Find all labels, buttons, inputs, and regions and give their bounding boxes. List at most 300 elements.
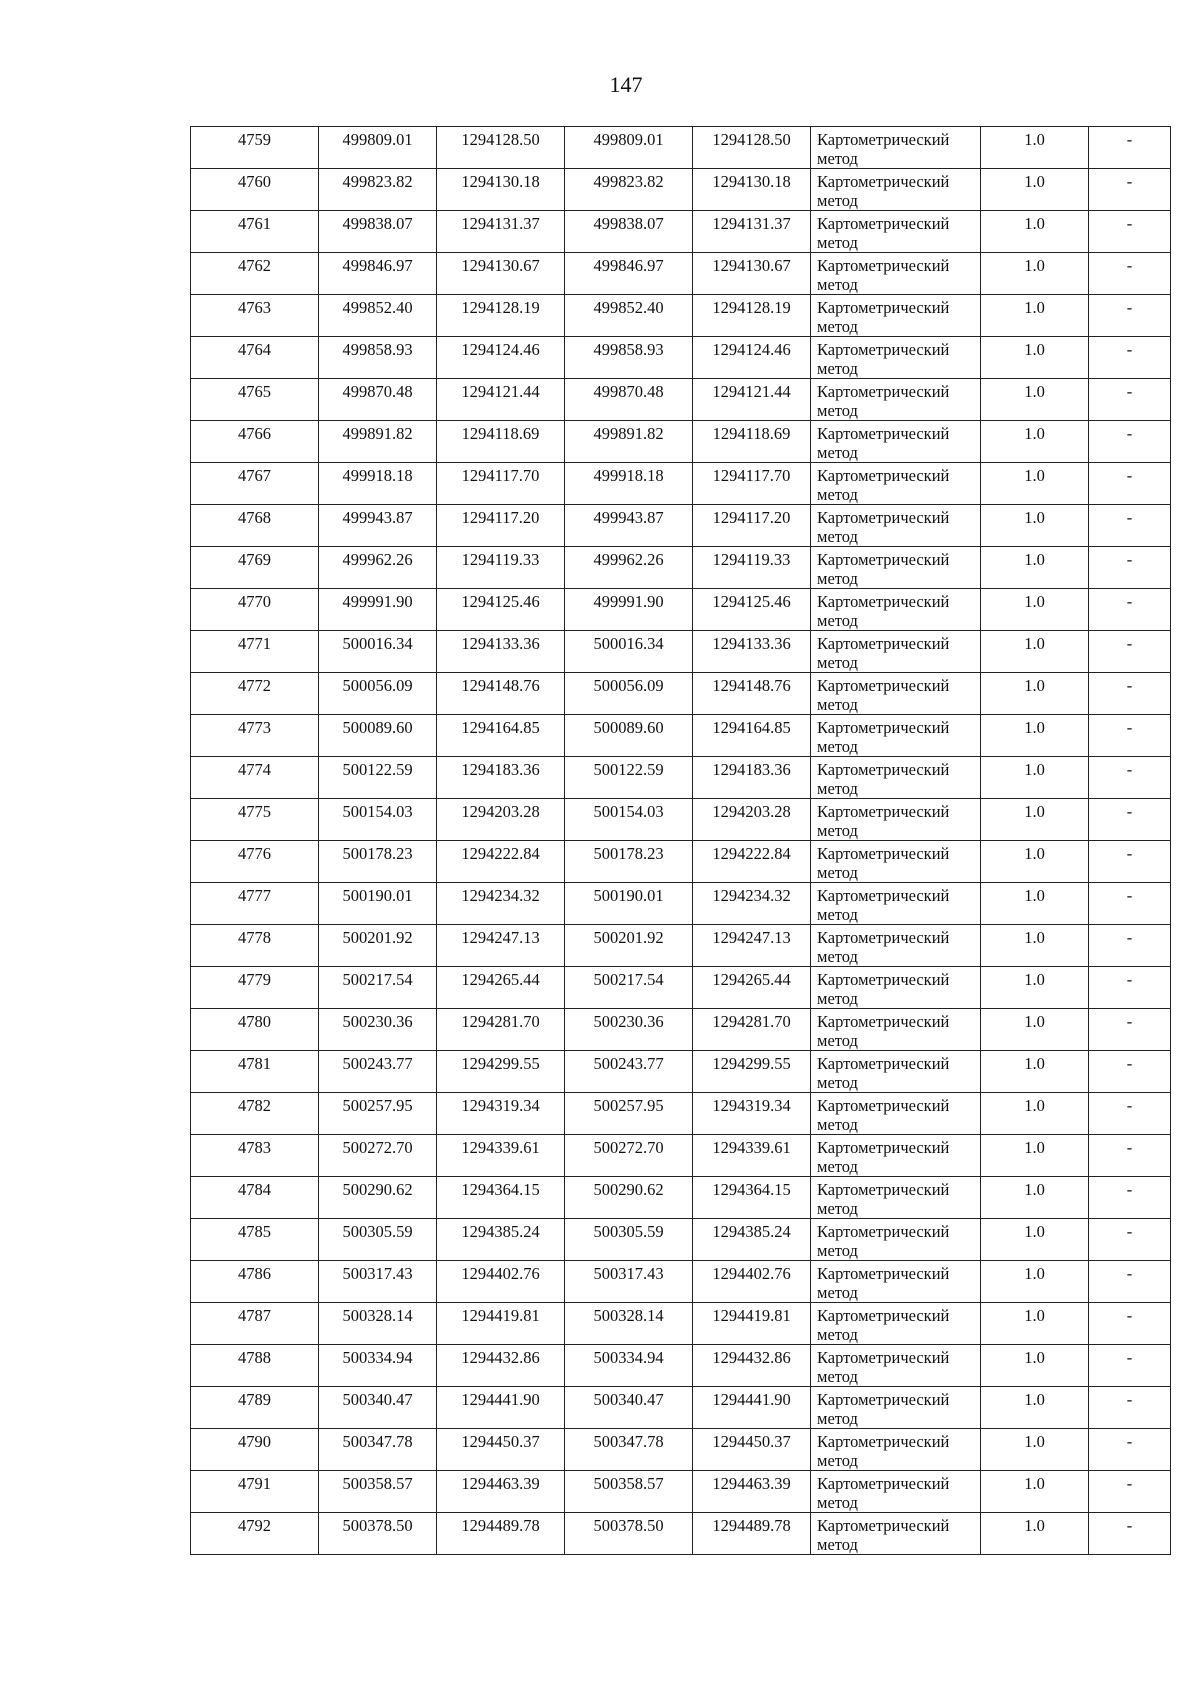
x-coordinate-cell: 500340.47 [565, 1387, 693, 1429]
x-coordinate-cell: 500358.57 [319, 1471, 437, 1513]
y-coordinate-cell: 1294133.36 [437, 631, 565, 673]
y-coordinate-cell: 1294489.78 [693, 1513, 811, 1555]
y-coordinate-cell: 1294463.39 [693, 1471, 811, 1513]
x-coordinate-cell: 499891.82 [565, 421, 693, 463]
y-coordinate-cell: 1294130.18 [437, 169, 565, 211]
table-row [191, 925, 1171, 967]
table-row [191, 1093, 1171, 1135]
table-row [191, 1303, 1171, 1345]
note-cell: - [1089, 337, 1171, 379]
accuracy-cell: 1.0 [981, 967, 1089, 1009]
point-number-cell: 4764 [191, 337, 319, 379]
accuracy-cell: 1.0 [981, 1429, 1089, 1471]
point-number-cell: 4789 [191, 1387, 319, 1429]
y-coordinate-cell: 1294117.20 [693, 505, 811, 547]
x-coordinate-cell: 499870.48 [319, 379, 437, 421]
note-cell: - [1089, 1513, 1171, 1555]
x-coordinate-cell: 499846.97 [319, 253, 437, 295]
accuracy-cell: 1.0 [981, 379, 1089, 421]
x-coordinate-cell: 499809.01 [319, 127, 437, 169]
point-number-cell: 4772 [191, 673, 319, 715]
accuracy-cell: 1.0 [981, 211, 1089, 253]
point-number-cell: 4780 [191, 1009, 319, 1051]
note-cell: - [1089, 1303, 1171, 1345]
x-coordinate-cell: 500154.03 [319, 799, 437, 841]
y-coordinate-cell: 1294203.28 [693, 799, 811, 841]
y-coordinate-cell: 1294117.70 [693, 463, 811, 505]
y-coordinate-cell: 1294128.50 [437, 127, 565, 169]
table-row [191, 253, 1171, 295]
x-coordinate-cell: 499991.90 [319, 589, 437, 631]
x-coordinate-cell: 499918.18 [319, 463, 437, 505]
y-coordinate-cell: 1294402.76 [437, 1261, 565, 1303]
y-coordinate-cell: 1294432.86 [437, 1345, 565, 1387]
x-coordinate-cell: 500334.94 [319, 1345, 437, 1387]
x-coordinate-cell: 500328.14 [565, 1303, 693, 1345]
note-cell: - [1089, 967, 1171, 1009]
y-coordinate-cell: 1294117.70 [437, 463, 565, 505]
note-cell: - [1089, 757, 1171, 799]
x-coordinate-cell: 500317.43 [565, 1261, 693, 1303]
y-coordinate-cell: 1294130.18 [693, 169, 811, 211]
method-cell: Картометрический метод [811, 1303, 981, 1345]
y-coordinate-cell: 1294299.55 [693, 1051, 811, 1093]
table-row [191, 715, 1171, 757]
method-cell: Картометрический метод [811, 547, 981, 589]
method-cell: Картометрический метод [811, 253, 981, 295]
note-cell: - [1089, 1009, 1171, 1051]
accuracy-cell: 1.0 [981, 1177, 1089, 1219]
y-coordinate-cell: 1294117.20 [437, 505, 565, 547]
method-cell: Картометрический метод [811, 715, 981, 757]
method-cell: Картометрический метод [811, 211, 981, 253]
accuracy-cell: 1.0 [981, 547, 1089, 589]
x-coordinate-cell: 500154.03 [565, 799, 693, 841]
point-number-cell: 4768 [191, 505, 319, 547]
table-row [191, 1135, 1171, 1177]
x-coordinate-cell: 500305.59 [319, 1219, 437, 1261]
table-row [191, 1387, 1171, 1429]
table-body [191, 127, 1171, 1555]
x-coordinate-cell: 499858.93 [565, 337, 693, 379]
accuracy-cell: 1.0 [981, 1303, 1089, 1345]
y-coordinate-cell: 1294125.46 [693, 589, 811, 631]
x-coordinate-cell: 500201.92 [319, 925, 437, 967]
table-row [191, 337, 1171, 379]
point-number-cell: 4765 [191, 379, 319, 421]
y-coordinate-cell: 1294118.69 [437, 421, 565, 463]
accuracy-cell: 1.0 [981, 1471, 1089, 1513]
point-number-cell: 4778 [191, 925, 319, 967]
x-coordinate-cell: 500056.09 [319, 673, 437, 715]
y-coordinate-cell: 1294119.33 [437, 547, 565, 589]
table-row [191, 127, 1171, 169]
table-row [191, 883, 1171, 925]
accuracy-cell: 1.0 [981, 1009, 1089, 1051]
note-cell: - [1089, 1261, 1171, 1303]
x-coordinate-cell: 499943.87 [565, 505, 693, 547]
table-row [191, 463, 1171, 505]
x-coordinate-cell: 500378.50 [565, 1513, 693, 1555]
x-coordinate-cell: 500089.60 [565, 715, 693, 757]
note-cell: - [1089, 1051, 1171, 1093]
y-coordinate-cell: 1294183.36 [437, 757, 565, 799]
x-coordinate-cell: 499858.93 [319, 337, 437, 379]
note-cell: - [1089, 547, 1171, 589]
note-cell: - [1089, 799, 1171, 841]
accuracy-cell: 1.0 [981, 883, 1089, 925]
note-cell: - [1089, 1471, 1171, 1513]
x-coordinate-cell: 499852.40 [319, 295, 437, 337]
point-number-cell: 4771 [191, 631, 319, 673]
note-cell: - [1089, 925, 1171, 967]
table-row [191, 1513, 1171, 1555]
x-coordinate-cell: 500290.62 [565, 1177, 693, 1219]
table-row [191, 1471, 1171, 1513]
note-cell: - [1089, 1219, 1171, 1261]
table-row [191, 673, 1171, 715]
table-row [191, 547, 1171, 589]
page-number: 147 [609, 72, 643, 97]
note-cell: - [1089, 841, 1171, 883]
method-cell: Картометрический метод [811, 1093, 981, 1135]
x-coordinate-cell: 500243.77 [565, 1051, 693, 1093]
y-coordinate-cell: 1294385.24 [437, 1219, 565, 1261]
point-number-cell: 4787 [191, 1303, 319, 1345]
method-cell: Картометрический метод [811, 1051, 981, 1093]
accuracy-cell: 1.0 [981, 1513, 1089, 1555]
note-cell: - [1089, 295, 1171, 337]
x-coordinate-cell: 500201.92 [565, 925, 693, 967]
x-coordinate-cell: 500178.23 [319, 841, 437, 883]
table-row [191, 169, 1171, 211]
accuracy-cell: 1.0 [981, 1345, 1089, 1387]
y-coordinate-cell: 1294183.36 [693, 757, 811, 799]
y-coordinate-cell: 1294133.36 [693, 631, 811, 673]
accuracy-cell: 1.0 [981, 757, 1089, 799]
y-coordinate-cell: 1294364.15 [437, 1177, 565, 1219]
method-cell: Картометрический метод [811, 337, 981, 379]
note-cell: - [1089, 169, 1171, 211]
x-coordinate-cell: 500217.54 [565, 967, 693, 1009]
y-coordinate-cell: 1294222.84 [437, 841, 565, 883]
point-number-cell: 4784 [191, 1177, 319, 1219]
y-coordinate-cell: 1294222.84 [693, 841, 811, 883]
y-coordinate-cell: 1294419.81 [693, 1303, 811, 1345]
table-row [191, 757, 1171, 799]
x-coordinate-cell: 500190.01 [319, 883, 437, 925]
method-cell: Картометрический метод [811, 1135, 981, 1177]
table-row [191, 841, 1171, 883]
method-cell: Картометрический метод [811, 673, 981, 715]
note-cell: - [1089, 1429, 1171, 1471]
accuracy-cell: 1.0 [981, 337, 1089, 379]
x-coordinate-cell: 500257.95 [319, 1093, 437, 1135]
method-cell: Картометрический метод [811, 463, 981, 505]
method-cell: Картометрический метод [811, 1513, 981, 1555]
x-coordinate-cell: 500328.14 [319, 1303, 437, 1345]
accuracy-cell: 1.0 [981, 421, 1089, 463]
y-coordinate-cell: 1294124.46 [693, 337, 811, 379]
y-coordinate-cell: 1294319.34 [437, 1093, 565, 1135]
method-cell: Картометрический метод [811, 295, 981, 337]
y-coordinate-cell: 1294234.32 [693, 883, 811, 925]
note-cell: - [1089, 1345, 1171, 1387]
table-row [191, 211, 1171, 253]
x-coordinate-cell: 499823.82 [565, 169, 693, 211]
y-coordinate-cell: 1294319.34 [693, 1093, 811, 1135]
accuracy-cell: 1.0 [981, 1387, 1089, 1429]
y-coordinate-cell: 1294125.46 [437, 589, 565, 631]
accuracy-cell: 1.0 [981, 1051, 1089, 1093]
point-number-cell: 4770 [191, 589, 319, 631]
point-number-cell: 4769 [191, 547, 319, 589]
x-coordinate-cell: 499823.82 [319, 169, 437, 211]
method-cell: Картометрический метод [811, 421, 981, 463]
point-number-cell: 4786 [191, 1261, 319, 1303]
x-coordinate-cell: 499891.82 [319, 421, 437, 463]
point-number-cell: 4774 [191, 757, 319, 799]
point-number-cell: 4779 [191, 967, 319, 1009]
method-cell: Картометрический метод [811, 1219, 981, 1261]
x-coordinate-cell: 499962.26 [319, 547, 437, 589]
note-cell: - [1089, 421, 1171, 463]
point-number-cell: 4776 [191, 841, 319, 883]
y-coordinate-cell: 1294299.55 [437, 1051, 565, 1093]
y-coordinate-cell: 1294432.86 [693, 1345, 811, 1387]
x-coordinate-cell: 500089.60 [319, 715, 437, 757]
x-coordinate-cell: 499918.18 [565, 463, 693, 505]
note-cell: - [1089, 1177, 1171, 1219]
method-cell: Картометрический метод [811, 1177, 981, 1219]
accuracy-cell: 1.0 [981, 673, 1089, 715]
table-row [191, 631, 1171, 673]
y-coordinate-cell: 1294128.19 [693, 295, 811, 337]
point-number-cell: 4782 [191, 1093, 319, 1135]
y-coordinate-cell: 1294385.24 [693, 1219, 811, 1261]
method-cell: Картометрический метод [811, 589, 981, 631]
x-coordinate-cell: 500257.95 [565, 1093, 693, 1135]
y-coordinate-cell: 1294234.32 [437, 883, 565, 925]
accuracy-cell: 1.0 [981, 589, 1089, 631]
x-coordinate-cell: 500178.23 [565, 841, 693, 883]
x-coordinate-cell: 500347.78 [565, 1429, 693, 1471]
x-coordinate-cell: 500340.47 [319, 1387, 437, 1429]
y-coordinate-cell: 1294450.37 [437, 1429, 565, 1471]
x-coordinate-cell: 499991.90 [565, 589, 693, 631]
accuracy-cell: 1.0 [981, 631, 1089, 673]
note-cell: - [1089, 883, 1171, 925]
note-cell: - [1089, 1387, 1171, 1429]
y-coordinate-cell: 1294130.67 [437, 253, 565, 295]
y-coordinate-cell: 1294148.76 [693, 673, 811, 715]
x-coordinate-cell: 499846.97 [565, 253, 693, 295]
y-coordinate-cell: 1294441.90 [693, 1387, 811, 1429]
x-coordinate-cell: 500305.59 [565, 1219, 693, 1261]
coordinates-table [190, 126, 1171, 1555]
x-coordinate-cell: 500190.01 [565, 883, 693, 925]
point-number-cell: 4792 [191, 1513, 319, 1555]
table-row [191, 1009, 1171, 1051]
x-coordinate-cell: 500016.34 [565, 631, 693, 673]
point-number-cell: 4790 [191, 1429, 319, 1471]
x-coordinate-cell: 500122.59 [565, 757, 693, 799]
x-coordinate-cell: 500272.70 [319, 1135, 437, 1177]
x-coordinate-cell: 500217.54 [319, 967, 437, 1009]
accuracy-cell: 1.0 [981, 1219, 1089, 1261]
point-number-cell: 4767 [191, 463, 319, 505]
point-number-cell: 4783 [191, 1135, 319, 1177]
x-coordinate-cell: 499962.26 [565, 547, 693, 589]
x-coordinate-cell: 500378.50 [319, 1513, 437, 1555]
point-number-cell: 4773 [191, 715, 319, 757]
accuracy-cell: 1.0 [981, 295, 1089, 337]
accuracy-cell: 1.0 [981, 841, 1089, 883]
method-cell: Картометрический метод [811, 1345, 981, 1387]
table-row [191, 1219, 1171, 1261]
note-cell: - [1089, 1093, 1171, 1135]
method-cell: Картометрический метод [811, 925, 981, 967]
table-row [191, 967, 1171, 1009]
y-coordinate-cell: 1294441.90 [437, 1387, 565, 1429]
y-coordinate-cell: 1294281.70 [437, 1009, 565, 1051]
point-number-cell: 4788 [191, 1345, 319, 1387]
y-coordinate-cell: 1294247.13 [437, 925, 565, 967]
accuracy-cell: 1.0 [981, 1261, 1089, 1303]
table-row [191, 379, 1171, 421]
table-row [191, 589, 1171, 631]
table-row [191, 1429, 1171, 1471]
method-cell: Картометрический метод [811, 379, 981, 421]
point-number-cell: 4785 [191, 1219, 319, 1261]
point-number-cell: 4766 [191, 421, 319, 463]
table-row [191, 1261, 1171, 1303]
point-number-cell: 4777 [191, 883, 319, 925]
y-coordinate-cell: 1294164.85 [437, 715, 565, 757]
x-coordinate-cell: 500290.62 [319, 1177, 437, 1219]
x-coordinate-cell: 499870.48 [565, 379, 693, 421]
method-cell: Картометрический метод [811, 1471, 981, 1513]
y-coordinate-cell: 1294203.28 [437, 799, 565, 841]
x-coordinate-cell: 500272.70 [565, 1135, 693, 1177]
note-cell: - [1089, 589, 1171, 631]
point-number-cell: 4791 [191, 1471, 319, 1513]
y-coordinate-cell: 1294128.19 [437, 295, 565, 337]
note-cell: - [1089, 463, 1171, 505]
x-coordinate-cell: 500243.77 [319, 1051, 437, 1093]
method-cell: Картометрический метод [811, 841, 981, 883]
accuracy-cell: 1.0 [981, 505, 1089, 547]
y-coordinate-cell: 1294164.85 [693, 715, 811, 757]
x-coordinate-cell: 500056.09 [565, 673, 693, 715]
method-cell: Картометрический метод [811, 1261, 981, 1303]
y-coordinate-cell: 1294148.76 [437, 673, 565, 715]
y-coordinate-cell: 1294339.61 [693, 1135, 811, 1177]
x-coordinate-cell: 500358.57 [565, 1471, 693, 1513]
point-number-cell: 4762 [191, 253, 319, 295]
accuracy-cell: 1.0 [981, 253, 1089, 295]
method-cell: Картометрический метод [811, 799, 981, 841]
x-coordinate-cell: 499838.07 [565, 211, 693, 253]
method-cell: Картометрический метод [811, 127, 981, 169]
y-coordinate-cell: 1294124.46 [437, 337, 565, 379]
y-coordinate-cell: 1294247.13 [693, 925, 811, 967]
y-coordinate-cell: 1294339.61 [437, 1135, 565, 1177]
accuracy-cell: 1.0 [981, 1093, 1089, 1135]
y-coordinate-cell: 1294450.37 [693, 1429, 811, 1471]
method-cell: Картометрический метод [811, 1009, 981, 1051]
y-coordinate-cell: 1294131.37 [437, 211, 565, 253]
x-coordinate-cell: 499809.01 [565, 127, 693, 169]
note-cell: - [1089, 1135, 1171, 1177]
x-coordinate-cell: 500230.36 [565, 1009, 693, 1051]
y-coordinate-cell: 1294121.44 [693, 379, 811, 421]
method-cell: Картометрический метод [811, 169, 981, 211]
note-cell: - [1089, 379, 1171, 421]
point-number-cell: 4759 [191, 127, 319, 169]
method-cell: Картометрический метод [811, 1387, 981, 1429]
accuracy-cell: 1.0 [981, 169, 1089, 211]
note-cell: - [1089, 253, 1171, 295]
accuracy-cell: 1.0 [981, 925, 1089, 967]
y-coordinate-cell: 1294402.76 [693, 1261, 811, 1303]
y-coordinate-cell: 1294281.70 [693, 1009, 811, 1051]
note-cell: - [1089, 715, 1171, 757]
y-coordinate-cell: 1294364.15 [693, 1177, 811, 1219]
table-row [191, 799, 1171, 841]
y-coordinate-cell: 1294463.39 [437, 1471, 565, 1513]
y-coordinate-cell: 1294118.69 [693, 421, 811, 463]
y-coordinate-cell: 1294119.33 [693, 547, 811, 589]
x-coordinate-cell: 500334.94 [565, 1345, 693, 1387]
accuracy-cell: 1.0 [981, 799, 1089, 841]
x-coordinate-cell: 500347.78 [319, 1429, 437, 1471]
accuracy-cell: 1.0 [981, 1135, 1089, 1177]
table-row [191, 1345, 1171, 1387]
note-cell: - [1089, 127, 1171, 169]
method-cell: Картометрический метод [811, 883, 981, 925]
accuracy-cell: 1.0 [981, 127, 1089, 169]
table-row [191, 1177, 1171, 1219]
table-row [191, 505, 1171, 547]
x-coordinate-cell: 499838.07 [319, 211, 437, 253]
table-row [191, 421, 1171, 463]
point-number-cell: 4761 [191, 211, 319, 253]
y-coordinate-cell: 1294128.50 [693, 127, 811, 169]
x-coordinate-cell: 500122.59 [319, 757, 437, 799]
y-coordinate-cell: 1294130.67 [693, 253, 811, 295]
y-coordinate-cell: 1294265.44 [693, 967, 811, 1009]
point-number-cell: 4781 [191, 1051, 319, 1093]
point-number-cell: 4760 [191, 169, 319, 211]
method-cell: Картометрический метод [811, 1429, 981, 1471]
method-cell: Картометрический метод [811, 967, 981, 1009]
x-coordinate-cell: 499852.40 [565, 295, 693, 337]
note-cell: - [1089, 211, 1171, 253]
method-cell: Картометрический метод [811, 505, 981, 547]
x-coordinate-cell: 500016.34 [319, 631, 437, 673]
method-cell: Картометрический метод [811, 631, 981, 673]
table-row [191, 295, 1171, 337]
accuracy-cell: 1.0 [981, 463, 1089, 505]
y-coordinate-cell: 1294121.44 [437, 379, 565, 421]
x-coordinate-cell: 499943.87 [319, 505, 437, 547]
note-cell: - [1089, 631, 1171, 673]
table-row [191, 1051, 1171, 1093]
note-cell: - [1089, 505, 1171, 547]
y-coordinate-cell: 1294131.37 [693, 211, 811, 253]
y-coordinate-cell: 1294419.81 [437, 1303, 565, 1345]
